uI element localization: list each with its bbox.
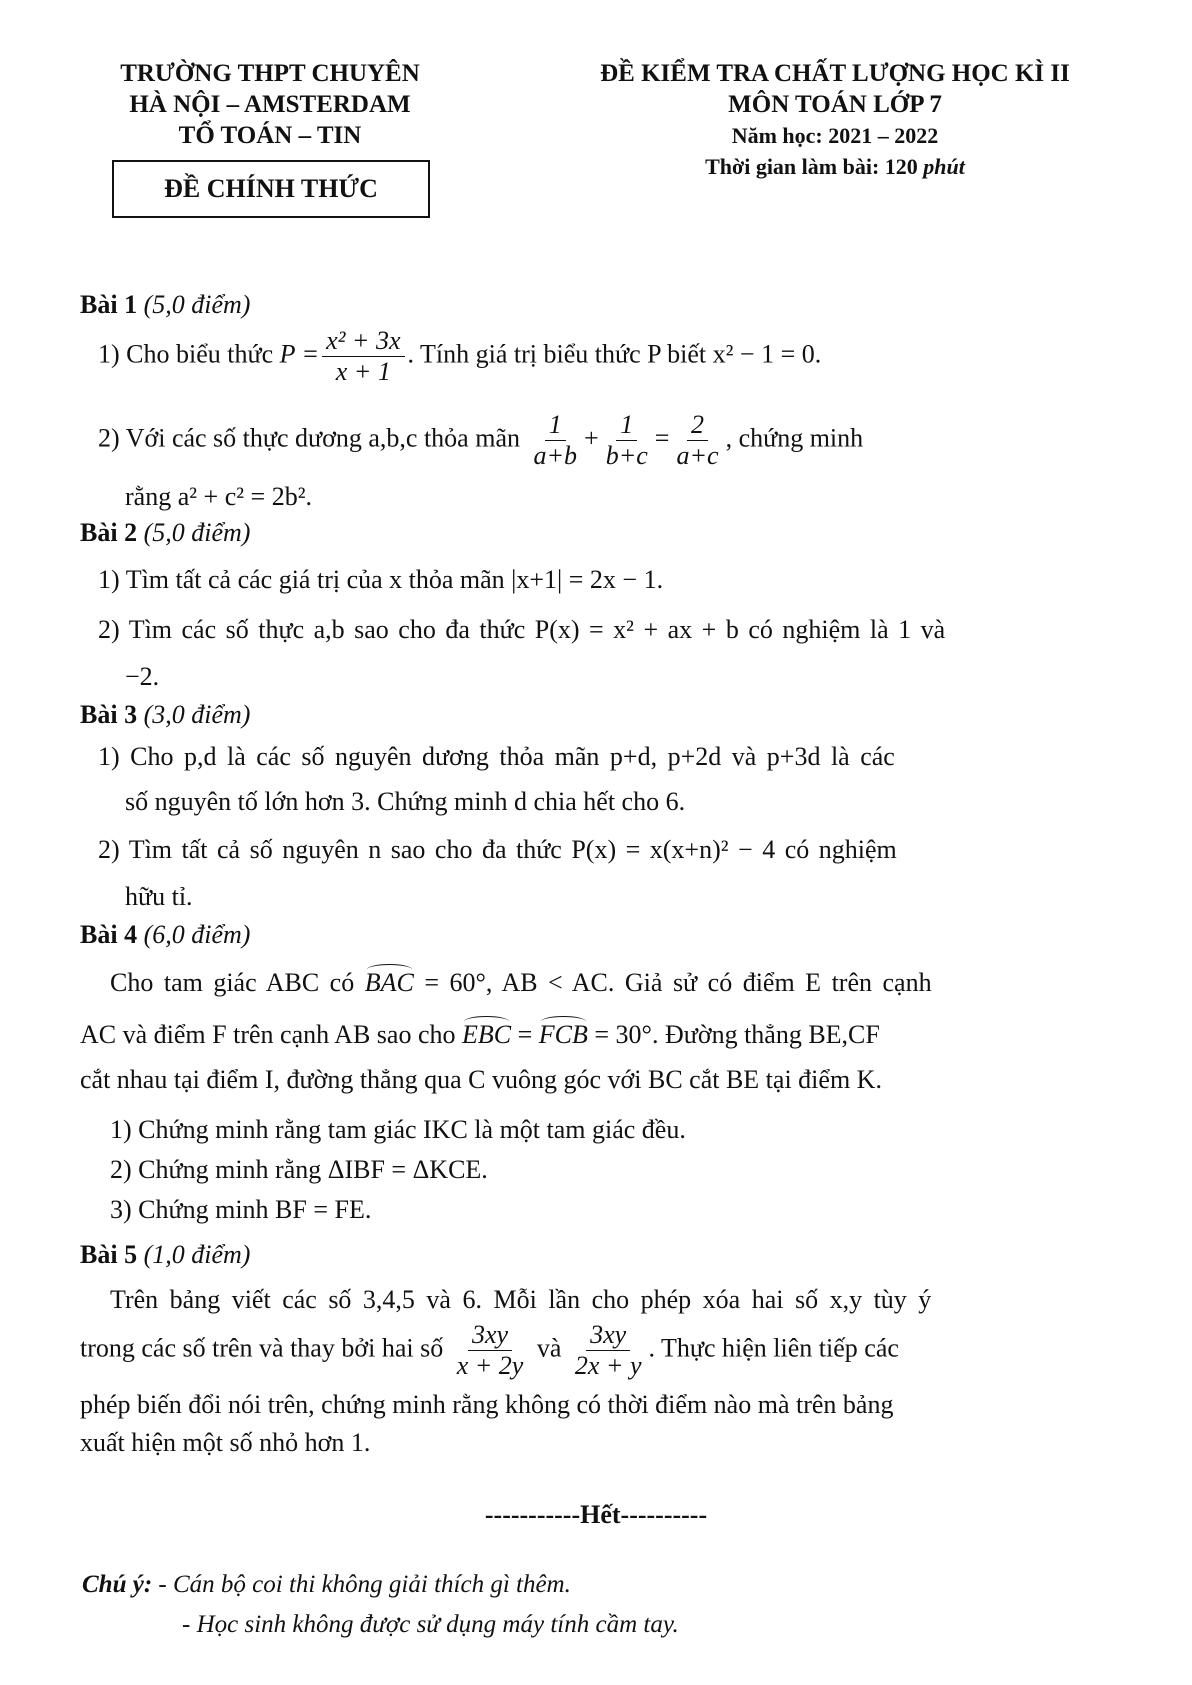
note-line2: - Học sinh không được sử dụng máy tính cầm tay.	[182, 1611, 679, 1638]
problem-2-q2-line2: −2.	[125, 662, 160, 691]
problem-4-q1: 1) Chứng minh rằng tam giác IKC là một tam giác đều.	[110, 1115, 686, 1144]
problem-1-q2-line2: rằng a² + c² = 2b².	[125, 482, 312, 511]
problem-1-title: Bài 1 (5,0 điểm)	[80, 290, 251, 319]
problem-2-title: Bài 2 (5,0 điểm)	[80, 518, 251, 547]
fraction: $\frac{1}{b+c}$	[605, 410, 648, 470]
problem-3-q1-line2: số nguyên tố lớn hơn 3. Chứng minh d chia hết cho 6.	[125, 787, 686, 816]
time-allowed: Thời gian làm bài: 120 phút	[705, 154, 965, 179]
fraction: $\frac{3xy}{2x + y}$	[574, 1320, 642, 1380]
problem-4-para3: cắt nhau tại điểm I, đường thẳng qua C vuông góc với BC cắt BE tại điểm K.	[80, 1065, 882, 1094]
problem-4-q2: 2) Chứng minh rằng ΔIBF = ΔKCE.	[110, 1155, 488, 1184]
fraction: $\frac{2}{a+c}$	[676, 410, 719, 470]
note-line1: - Cán bộ coi thi không giải thích gì thêm.	[152, 1571, 571, 1598]
problem-3-title: Bài 3 (3,0 điểm)	[80, 700, 251, 729]
exam-subject: MÔN TOÁN LỚP 7	[728, 91, 942, 118]
problem-2-q1: 1) Tìm tất cả các giá trị của x thỏa mãn |x+1| = 2x − 1.	[98, 565, 664, 594]
problem-4-title: Bài 4 (6,0 điểm)	[80, 920, 251, 949]
school-year: Năm học: 2021 – 2022	[731, 123, 939, 148]
school-header	[70, 58, 470, 151]
fraction: $\frac{1}{a+b}$	[533, 410, 578, 470]
problem-5-title: Bài 5 (1,0 điểm)	[80, 1240, 251, 1269]
exam-title: ĐỀ KIỂM TRA CHẤT LƯỢNG HỌC KÌ II	[600, 60, 1070, 87]
problem-1-q1: 1) Cho biểu thức P = $\frac{\text{x² + 3x}}{x + 1}$ . Tính giá trị biểu thức P biết x² − 1 = 0.	[98, 326, 822, 386]
problem-5-line3: phép biến đổi nói trên, chứng minh rằng không có thời điểm nào mà trên bảng	[80, 1390, 894, 1419]
problem-4-para1: Cho tam giác ABC có BAC = 60°, AB < AC. Giả sử có điểm E trên cạnh	[110, 968, 932, 997]
problem-3-q2-line2: hữu tỉ.	[125, 882, 193, 911]
note	[82, 1565, 679, 1645]
problem-2-q2: 2) Tìm các số thực a,b sao cho đa thức P(x) = x² + ax + b có nghiệm là 1 và	[98, 615, 946, 644]
end-mark: -----------Hết----------	[484, 1500, 708, 1529]
problem-4-para2: AC và điểm F trên cạnh AB sao cho EBC = FCB = 30°. Đường thẳng BE,CF	[80, 1020, 880, 1049]
note-label: Chú ý:	[82, 1571, 153, 1598]
problem-5-line1: Trên bảng viết các số 3,4,5 và 6. Mỗi lần cho phép xóa hai số x,y tùy ý	[110, 1285, 932, 1314]
school-name-line2: HÀ NỘI – AMSTERDAM	[129, 91, 411, 118]
problem-5-line4: xuất hiện một số nhỏ hơn 1.	[80, 1428, 371, 1457]
problem-5-line2: trong các số trên và thay bởi hai số $\frac{3xy}{x + 2y}$ và $\frac{3xy}{2x + y}$ . Thực hiện liên tiếp các	[80, 1320, 899, 1380]
problem-3-q2: 2) Tìm tất cả số nguyên n sao cho đa thức P(x) = x(x+n)² − 4 có nghiệm	[98, 835, 897, 864]
department: TỔ TOÁN – TIN	[178, 122, 362, 149]
official-stamp-box: ĐỀ CHÍNH THỨC	[112, 160, 430, 218]
fraction: $\frac{3xy}{x + 2y}$	[456, 1320, 524, 1380]
school-name-line1: TRƯỜNG THPT CHUYÊN	[120, 60, 420, 87]
problem-3-q1: 1) Cho p,d là các số nguyên dương thỏa mãn p+d, p+2d và p+3d là các	[98, 742, 895, 771]
fraction: $\frac{\text{x² + 3x}}{x + 1}$	[322, 326, 404, 387]
exam-header	[555, 58, 1115, 182]
problem-4-q3: 3) Chứng minh BF = FE.	[110, 1195, 372, 1224]
problem-1-q2: 2) Với các số thực dương a,b,c thỏa mãn $\frac{1}{a+b}$ + $\frac{1}{b+c}$ = $\frac{2}{a+c}$ , chứng minh	[98, 410, 864, 470]
